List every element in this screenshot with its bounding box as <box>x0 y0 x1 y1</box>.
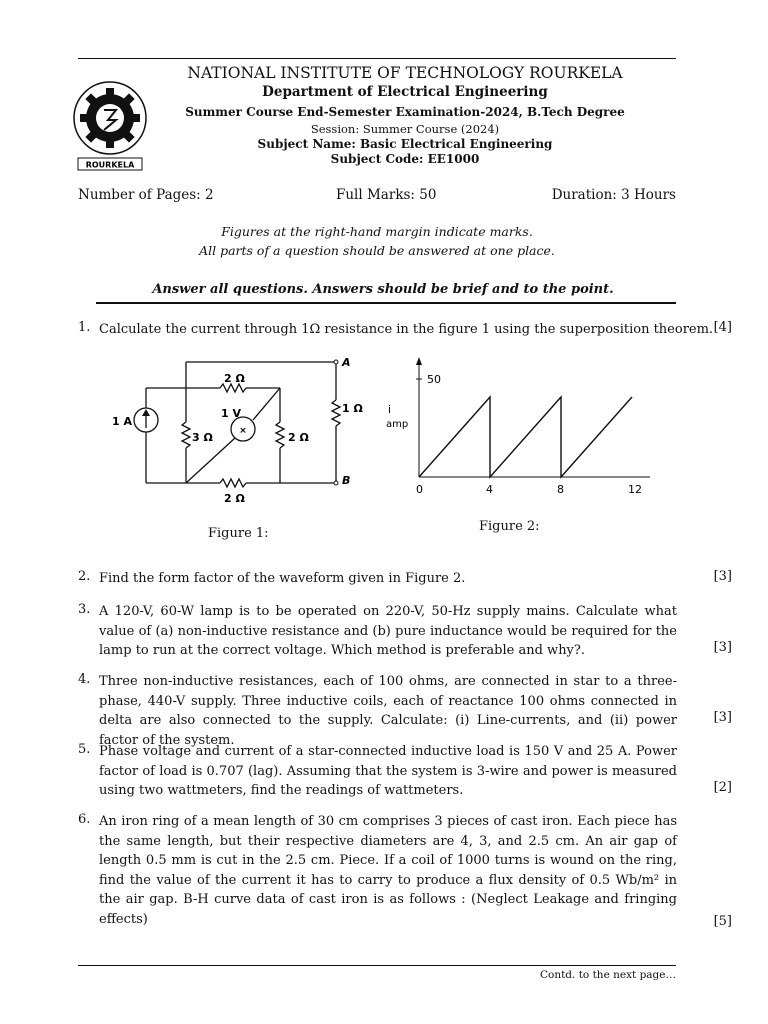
svg-text:×: × <box>239 426 247 436</box>
figure-1-r-right-label: 1 Ω <box>342 402 363 415</box>
question-4-text: Three non-inductive resistances, each of 100 ohms, are connected in star to a three-phase, 440-V supply. Three inductive coils, each of reactance 100 ohms connected in delta are also connected to the supply. Calculate: (i) Line-currents, and (ii) power factor of the system. <box>99 674 677 748</box>
figure-1-voltage-source-label: 1 V <box>221 407 241 420</box>
session: Session: Summer Course (2024) <box>310 122 500 136</box>
subject-name: Subject Name: Basic Electrical Engineering <box>257 137 553 151</box>
subject-code: Subject Code: EE1000 <box>330 152 480 166</box>
question-2-text: Find the form factor of the waveform given in Figure 2. <box>99 571 466 586</box>
instruction-rule <box>96 302 676 304</box>
footer-rule <box>78 965 676 966</box>
x-tick-label: 8 <box>557 483 564 496</box>
question-4-marks: [3] <box>713 710 732 725</box>
figure-1-circuit <box>108 350 363 510</box>
question-5-text: Phase voltage and current of a star-connected inductive load is 150 V and 25 A. Power factor of load is 0.707 (lag). Assuming that the system is 3-wire and power is measured using two wattmeters, find the readings of wattmeters. <box>99 744 677 798</box>
department-name: Department of Electrical Engineering <box>262 84 548 100</box>
question-5-marks: [2] <box>713 780 732 795</box>
question-2-number: 2. <box>78 569 91 584</box>
question-3-text: A 120-V, 60-W lamp is to be operated on 220-V, 50-Hz supply mains. Calculate what value of (a) non-inductive resistance and (b) pure inductance would be required for the lamp to run at the correct voltage. Which method is preferable and why?. <box>99 604 677 658</box>
continued-note: Contd. to the next page… <box>539 969 676 981</box>
question-6-number: 6. <box>78 812 91 827</box>
figure-2-chart <box>380 355 660 505</box>
figure-1-r-top-label: 2 Ω <box>224 372 245 385</box>
series-line <box>419 397 632 477</box>
y-label-unit: amp <box>386 419 409 430</box>
instruction-line-1: Figures at the right-hand margin indicate marks. <box>221 224 533 239</box>
top-rule <box>78 58 676 59</box>
question-6-marks: [5] <box>713 914 732 929</box>
question-3-number: 3. <box>78 602 91 617</box>
figure-1-caption: Figure 1: <box>208 526 269 541</box>
question-5-number: 5. <box>78 742 91 757</box>
question-1-marks: [4] <box>713 320 732 335</box>
instruction-line-2: All parts of a question should be answered at one place. <box>199 243 555 258</box>
question-3-marks: [3] <box>713 640 732 655</box>
figure-2-caption: Figure 2: <box>479 519 540 534</box>
main-instruction: Answer all questions. Answers should be brief and to the point. <box>152 282 614 297</box>
logo-text: ROURKELA <box>85 160 135 170</box>
figure-1-r-mid-label: 2 Ω <box>288 431 309 444</box>
full-marks: Full Marks: 50 <box>336 187 437 203</box>
y-label-i: i <box>388 403 392 416</box>
question-6-text: An iron ring of a mean length of 30 cm comprises 3 pieces of cast iron. Each piece has the same length, but their respective diameters are 4, 3, and 2.5 cm. An air gap of length 0.5 mm is cut in the 2.5 cm. Piece. If a coil of 1000 turns is wound on the ring, find the value of the current it has to carry to produce a flux density of 0.5 Wb/m² in the air gap. B-H curve data of cast iron is as follows : (Neglect Leakage and fringing effects) <box>99 814 677 927</box>
duration: Duration: 3 Hours <box>551 187 676 203</box>
question-2-marks: [3] <box>713 569 732 584</box>
figure-1-node-b: B <box>342 474 351 487</box>
question-1-number: 1. <box>78 320 91 335</box>
x-tick-label: 4 <box>486 483 493 496</box>
figure-1-r-bottom-label: 2 Ω <box>224 492 245 505</box>
question-1-text: Calculate the current through 1Ω resistance in the figure 1 using the superposition theorem. <box>99 322 714 337</box>
figure-1-current-source-label: 1 A <box>112 415 132 428</box>
figure-1-r-left-label: 3 Ω <box>192 431 213 444</box>
x-tick-label: 12 <box>628 483 642 496</box>
y-tick-label: 50 <box>427 373 441 386</box>
question-4-number: 4. <box>78 672 91 687</box>
number-of-pages: Number of Pages: 2 <box>78 187 214 203</box>
x-tick-label: 0 <box>416 483 423 496</box>
institute-name: NATIONAL INSTITUTE OF TECHNOLOGY ROURKELA <box>187 64 623 82</box>
figure-1-node-a: A <box>342 356 351 369</box>
exam-title: Summer Course End-Semester Examination-2024, B.Tech Degree <box>185 105 625 119</box>
